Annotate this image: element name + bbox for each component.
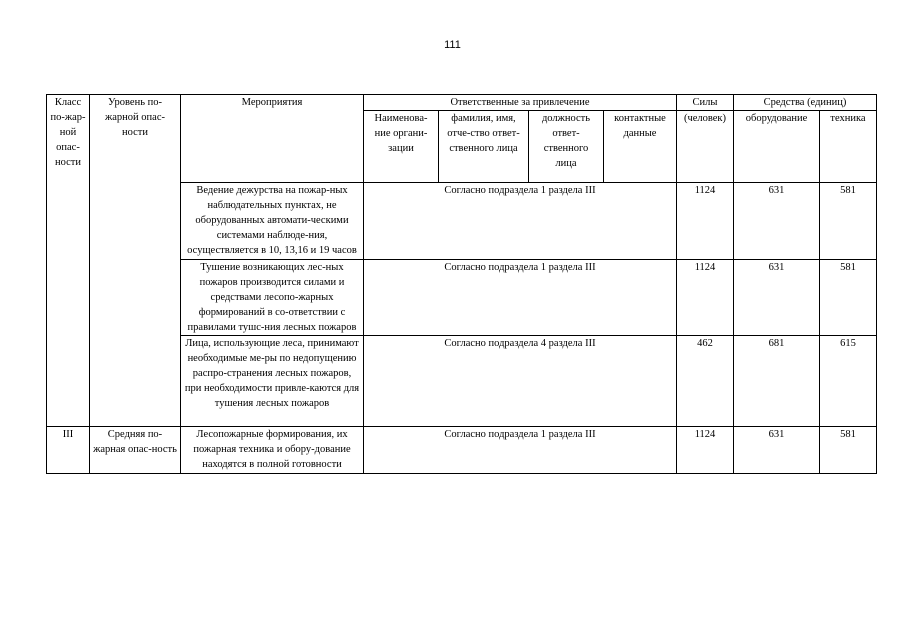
forces-cell: 1124 [677, 183, 734, 260]
equipment-cell: 631 [734, 260, 820, 336]
page-number: 111 [444, 39, 461, 51]
forces-cell: 1124 [677, 427, 734, 474]
forces-cell: 1124 [677, 260, 734, 336]
equipment-cell: 631 [734, 427, 820, 474]
class-cell: III [47, 427, 90, 474]
responsible-cell: Согласно подраздела 1 раздела III [364, 427, 677, 474]
header-level: Уровень по-жарной опас-ности [90, 95, 181, 427]
header-class: Класс по-жар-ной опас-ности [47, 95, 90, 427]
measure-cell: Лесопожарные формирования, их пожарная техника и обору-дование находятся в полной готовности [181, 427, 364, 474]
fire-danger-table [46, 94, 877, 474]
equipment-cell: 631 [734, 183, 820, 260]
level-cell: Средняя по-жарная опас-ность [90, 427, 181, 474]
header-forces: Силы [677, 95, 734, 111]
header-technique: техника [820, 111, 877, 183]
forces-cell: 462 [677, 336, 734, 427]
header-row-1 [47, 95, 877, 111]
technique-cell: 581 [820, 260, 877, 336]
technique-cell: 615 [820, 336, 877, 427]
responsible-cell: Согласно подраздела 1 раздела III [364, 260, 677, 336]
header-contacts: контактные данные [604, 111, 677, 183]
header-measures: Мероприятия [181, 95, 364, 183]
measure-cell: Ведение дежурства на пожар-ных наблюдательных пунктах, не оборудованных автомати-ческими системами наблюде-ния, осуществляется в 10, 13,16 и 19 часов [181, 183, 364, 260]
header-position: должность ответ-ственного лица [529, 111, 604, 183]
equipment-cell: 681 [734, 336, 820, 427]
responsible-cell: Согласно подраздела 1 раздела III [364, 183, 677, 260]
measure-cell: Лица, использующие леса, принимают необходимые ме-ры по недопущению распро-странения лесных пожаров, при необходимости привле-каются для тушения лесных пожаров [181, 336, 364, 427]
header-person-name: фамилия, имя, отче-ство ответ-ственного лица [439, 111, 529, 183]
header-forces-unit: (человек) [677, 111, 734, 183]
technique-cell: 581 [820, 183, 877, 260]
table-row [47, 427, 877, 474]
responsible-cell: Согласно подраздела 4 раздела III [364, 336, 677, 427]
technique-cell: 581 [820, 427, 877, 474]
header-org-name: Наименова-ние органи-зации [364, 111, 439, 183]
measure-cell: Тушение возникающих лес-ных пожаров производится силами и средствами лесопо-жарных формирований в со-ответствии с правилами тушс-ния лесных пожаров [181, 260, 364, 336]
header-means: Средства (единиц) [734, 95, 877, 111]
header-responsible: Ответственные за привлечение [364, 95, 677, 111]
header-equipment: оборудование [734, 111, 820, 183]
